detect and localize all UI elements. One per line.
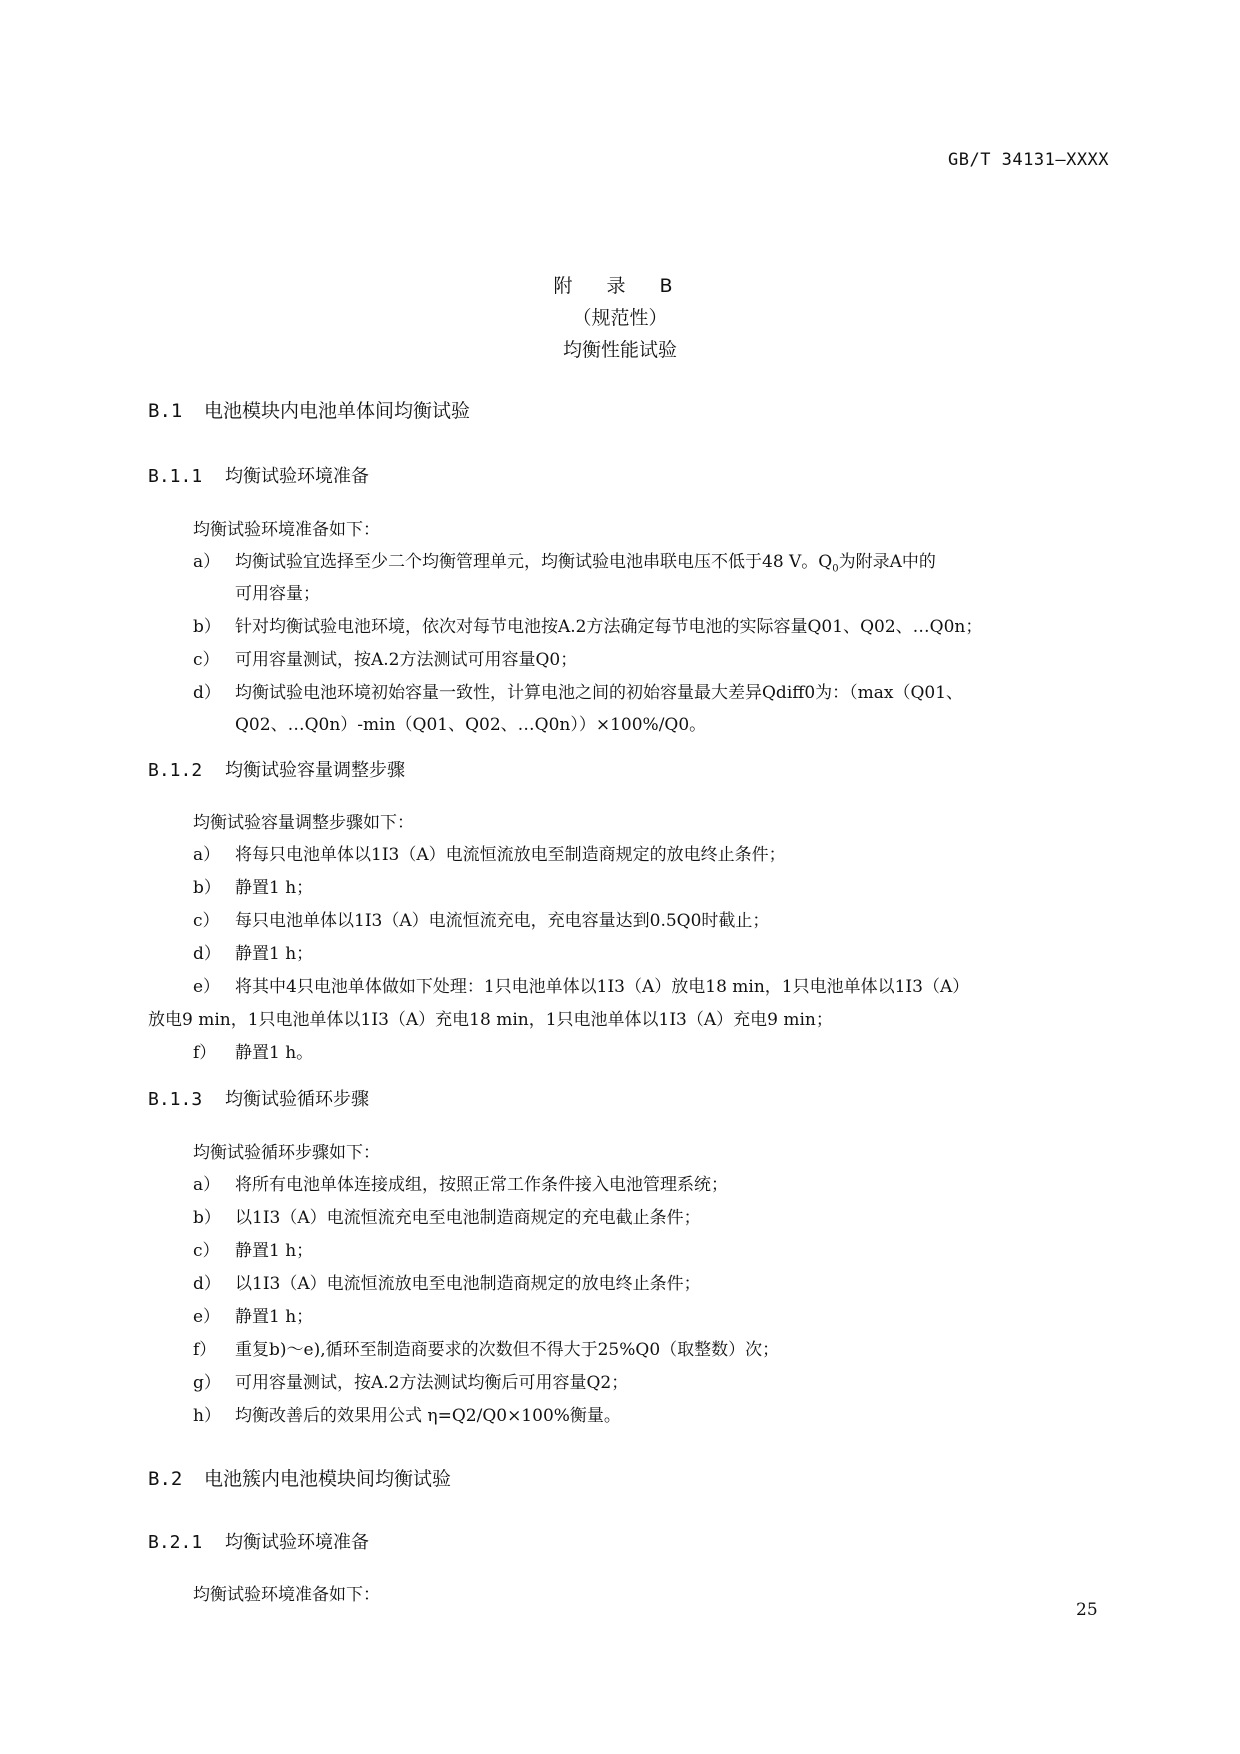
document-code: GB/T 34131—XXXX bbox=[948, 150, 1110, 170]
item-text: 静置1 h； bbox=[235, 878, 314, 898]
item-text: 静置1 h； bbox=[235, 1241, 314, 1261]
subsection-b12-heading bbox=[148, 756, 405, 782]
b21-intro: 均衡试验环境准备如下： bbox=[193, 1585, 380, 1605]
b11-item-a bbox=[193, 547, 936, 574]
subsection-title: 均衡试验环境准备 bbox=[225, 466, 369, 487]
subsection-b13-heading bbox=[148, 1085, 369, 1111]
item-label: b） bbox=[193, 1208, 221, 1228]
item-text: 均衡试验宜选择至少二个均衡管理单元，均衡试验电池串联电压不低于48 V。Q bbox=[235, 552, 833, 572]
item-text: 静置1 h； bbox=[235, 944, 314, 964]
b11-item-b bbox=[193, 612, 982, 637]
b11-item-a-cont: 可用容量； bbox=[235, 584, 320, 604]
subsection-number: B.2.1 bbox=[148, 1532, 203, 1553]
item-text: 将所有电池单体连接成组，按照正常工作条件接入电池管理系统； bbox=[235, 1175, 728, 1195]
b13-item-e bbox=[193, 1302, 313, 1327]
b13-item-d bbox=[193, 1269, 701, 1294]
item-text: 将每只电池单体以1I3（A）电流恒流放电至制造商规定的放电终止条件； bbox=[235, 845, 786, 865]
b12-item-a bbox=[193, 840, 786, 865]
b12-item-c bbox=[193, 906, 769, 931]
subsection-number: B.1.2 bbox=[148, 760, 203, 781]
item-text: 静置1 h。 bbox=[235, 1043, 314, 1063]
item-text: 静置1 h； bbox=[235, 1307, 314, 1327]
section-title: 电池簇内电池模块间均衡试验 bbox=[204, 1468, 452, 1490]
item-label: a） bbox=[193, 552, 221, 572]
b12-item-e bbox=[193, 972, 969, 997]
section-title: 电池模块内电池单体间均衡试验 bbox=[204, 400, 471, 422]
item-label: d） bbox=[193, 1274, 221, 1294]
item-label: f） bbox=[193, 1043, 217, 1063]
item-text: 均衡改善后的效果用公式 η=Q2/Q0×100%衡量。 bbox=[235, 1406, 621, 1426]
section-b1-heading bbox=[148, 396, 470, 423]
page-number: 25 bbox=[1076, 1600, 1098, 1620]
item-label: a） bbox=[193, 1175, 221, 1195]
b13-item-b bbox=[193, 1203, 701, 1228]
subsection-title: 均衡试验环境准备 bbox=[225, 1532, 369, 1553]
b13-item-c bbox=[193, 1236, 313, 1261]
item-label: f） bbox=[193, 1340, 217, 1360]
section-number: B.2 bbox=[148, 1468, 183, 1490]
b11-item-c bbox=[193, 645, 577, 670]
item-label: a） bbox=[193, 845, 221, 865]
item-label: b） bbox=[193, 878, 221, 898]
item-text: 以1I3（A）电流恒流充电至电池制造商规定的充电截止条件； bbox=[235, 1208, 701, 1228]
b12-item-d bbox=[193, 939, 313, 964]
b13-item-f bbox=[193, 1335, 779, 1360]
annex-nature: （规范性） bbox=[572, 307, 668, 329]
item-label: d） bbox=[193, 944, 221, 964]
item-text: 针对均衡试验电池环境，依次对每节电池按A.2方法确定每节电池的实际容量Q01、Q02、…Q0n； bbox=[235, 617, 983, 637]
item-label: c） bbox=[193, 1241, 220, 1261]
item-text: 将其中4只电池单体做如下处理：1只电池单体以1I3（A）放电18 min，1只电池单体以1I3（A） bbox=[235, 977, 970, 997]
annex-title-block bbox=[0, 270, 1240, 366]
b13-item-h bbox=[193, 1401, 621, 1426]
subscript: 0 bbox=[832, 563, 839, 575]
subsection-title: 均衡试验循环步骤 bbox=[225, 1089, 369, 1110]
item-text: 可用容量测试，按A.2方法测试均衡后可用容量Q2； bbox=[235, 1373, 629, 1393]
b11-item-d-cont: Q02、…Q0n）-min（Q01、Q02、…Q0n））×100%/Q0。 bbox=[235, 715, 707, 735]
section-number: B.1 bbox=[148, 400, 183, 422]
b12-item-b bbox=[193, 873, 313, 898]
item-text: 重复b)～e),循环至制造商要求的次数但不得大于25%Q0（取整数）次； bbox=[235, 1340, 780, 1360]
section-b2-heading bbox=[148, 1464, 451, 1491]
item-label: c） bbox=[193, 911, 220, 931]
b12-item-e-cont: 放电9 min，1只电池单体以1I3（A）充电18 min，1只电池单体以1I3（A）充电9 min； bbox=[148, 1010, 833, 1030]
item-label: e） bbox=[193, 1307, 221, 1327]
item-text: 可用容量测试，按A.2方法测试可用容量Q0； bbox=[235, 650, 578, 670]
subsection-b21-heading bbox=[148, 1528, 369, 1554]
item-label: c） bbox=[193, 650, 220, 670]
b11-intro: 均衡试验环境准备如下： bbox=[193, 520, 380, 540]
item-label: e） bbox=[193, 977, 221, 997]
item-label: d） bbox=[193, 683, 221, 703]
b13-item-a bbox=[193, 1170, 728, 1195]
annex-name: 均衡性能试验 bbox=[562, 339, 677, 361]
subsection-number: B.1.3 bbox=[148, 1089, 203, 1110]
item-text-cont: 为附录A中的 bbox=[838, 552, 936, 572]
annex-label: 附 录 B bbox=[553, 275, 687, 297]
subsection-title: 均衡试验容量调整步骤 bbox=[225, 760, 405, 781]
b13-item-g bbox=[193, 1368, 628, 1393]
item-text: 每只电池单体以1I3（A）电流恒流充电，充电容量达到0.5Q0时截止； bbox=[235, 911, 770, 931]
subsection-b11-heading bbox=[148, 462, 369, 488]
b11-item-d bbox=[193, 678, 963, 703]
b13-intro: 均衡试验循环步骤如下： bbox=[193, 1143, 380, 1163]
subsection-number: B.1.1 bbox=[148, 466, 203, 487]
item-text: 均衡试验电池环境初始容量一致性，计算电池之间的初始容量最大差异Qdiff0为：（max（Q01、 bbox=[235, 683, 964, 703]
b12-item-f bbox=[193, 1038, 313, 1063]
b12-intro: 均衡试验容量调整步骤如下： bbox=[193, 813, 414, 833]
item-label: g） bbox=[193, 1373, 221, 1393]
item-text: 以1I3（A）电流恒流放电至电池制造商规定的放电终止条件； bbox=[235, 1274, 701, 1294]
item-label: h） bbox=[193, 1406, 221, 1426]
item-label: b） bbox=[193, 617, 221, 637]
